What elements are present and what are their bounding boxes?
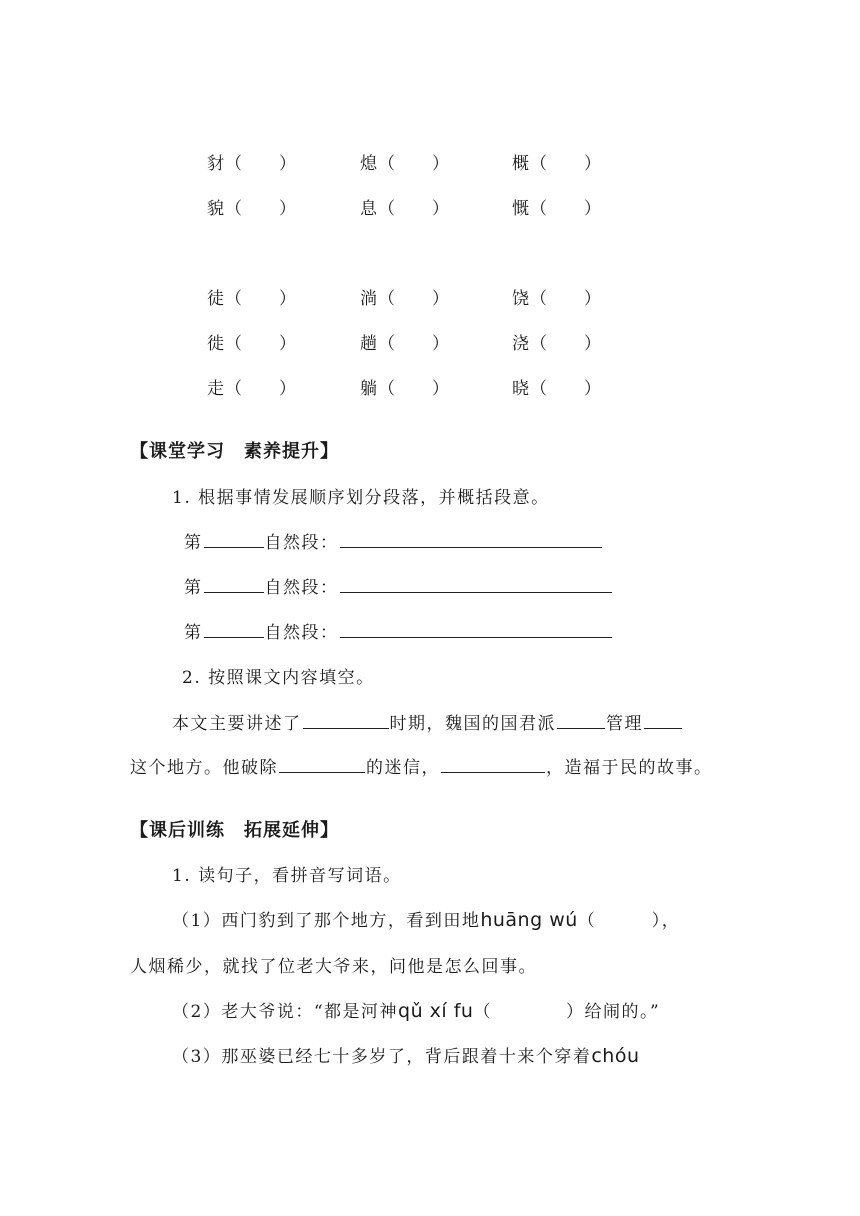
char-cell[interactable]: 慨（ ）: [512, 199, 602, 219]
answer-bracket[interactable]: （ ）给闹的。”: [473, 1002, 661, 1022]
sentence-1: [172, 906, 680, 931]
char-cell[interactable]: 晓（ ）: [512, 379, 602, 399]
para-prefix: 第: [184, 578, 203, 598]
char-cell[interactable]: 豺（ ）: [207, 154, 297, 174]
blank-field[interactable]: [279, 756, 365, 773]
blank-field[interactable]: [303, 712, 389, 729]
blank-field[interactable]: [340, 576, 612, 593]
fill-line-1: [172, 709, 683, 734]
para-prefix: 第: [184, 623, 203, 643]
char-cell[interactable]: 徒（ ）: [207, 289, 297, 309]
blank-field[interactable]: [557, 712, 605, 729]
fill-text: ，造福于民的故事。: [546, 758, 713, 778]
para-prefix: 第: [184, 533, 203, 553]
blank-field[interactable]: [204, 531, 264, 548]
section-heading-class: 【课堂学习 素养提升】: [130, 441, 339, 462]
blank-field[interactable]: [204, 621, 264, 638]
char-cell[interactable]: 徙（ ）: [207, 334, 297, 354]
blank-field[interactable]: [204, 576, 264, 593]
sentence-text: （1）西门豹到了那个地方，看到田地: [172, 911, 481, 931]
para-suffix: 自然段：: [264, 533, 339, 553]
char-cell[interactable]: 息（ ）: [360, 199, 450, 219]
paragraph-fill-row: [184, 528, 603, 553]
sentence-3: [172, 1042, 639, 1067]
pinyin-prompt: qǔ xí fu: [398, 1000, 474, 1022]
question-1-after: 1. 读句子，看拼音写词语。: [172, 866, 402, 886]
blank-field[interactable]: [340, 621, 612, 638]
blank-field[interactable]: [441, 756, 545, 773]
question-2-class: 2. 按照课文内容填空。: [182, 668, 375, 688]
fill-text: 时期，魏国的国君派: [389, 714, 556, 734]
question-1-class: 1. 根据事情发展顺序划分段落，并概括段意。: [172, 488, 550, 508]
fill-text: 管理: [606, 714, 643, 734]
fill-text: 这个地方。他破除: [130, 758, 278, 778]
char-cell[interactable]: 浇（ ）: [512, 334, 602, 354]
pinyin-prompt: huāng wú: [480, 909, 578, 931]
fill-line-2: [130, 753, 713, 778]
fill-text: 的迷信，: [366, 758, 440, 778]
sentence-2: [172, 997, 660, 1022]
para-suffix: 自然段：: [264, 623, 339, 643]
para-suffix: 自然段：: [264, 578, 339, 598]
char-cell[interactable]: 走（ ）: [207, 379, 297, 399]
char-cell[interactable]: 概（ ）: [512, 154, 602, 174]
sentence-text: （2）老大爷说：“都是河神: [172, 1002, 399, 1022]
char-cell[interactable]: 躺（ ）: [360, 379, 450, 399]
sentence-1-cont: 人烟稀少，就找了位老大爷来，问他是怎么回事。: [130, 957, 537, 977]
section-heading-after: 【课后训练 拓展延伸】: [130, 820, 339, 841]
blank-field[interactable]: [340, 531, 602, 548]
char-cell[interactable]: 趟（ ）: [360, 334, 450, 354]
fill-text: 本文主要讲述了: [172, 714, 302, 734]
sentence-text: （3）那巫婆已经七十多岁了，背后跟着十来个穿着: [172, 1047, 592, 1067]
char-cell[interactable]: 貌（ ）: [207, 199, 297, 219]
char-cell[interactable]: 饶（ ）: [512, 289, 602, 309]
char-cell[interactable]: 熄（ ）: [360, 154, 450, 174]
blank-field[interactable]: [644, 712, 682, 729]
char-cell[interactable]: 淌（ ）: [360, 289, 450, 309]
paragraph-fill-row: [184, 573, 613, 598]
answer-bracket[interactable]: （ ），: [577, 911, 681, 931]
pinyin-prompt: chóu: [591, 1045, 640, 1067]
paragraph-fill-row: [184, 618, 613, 643]
